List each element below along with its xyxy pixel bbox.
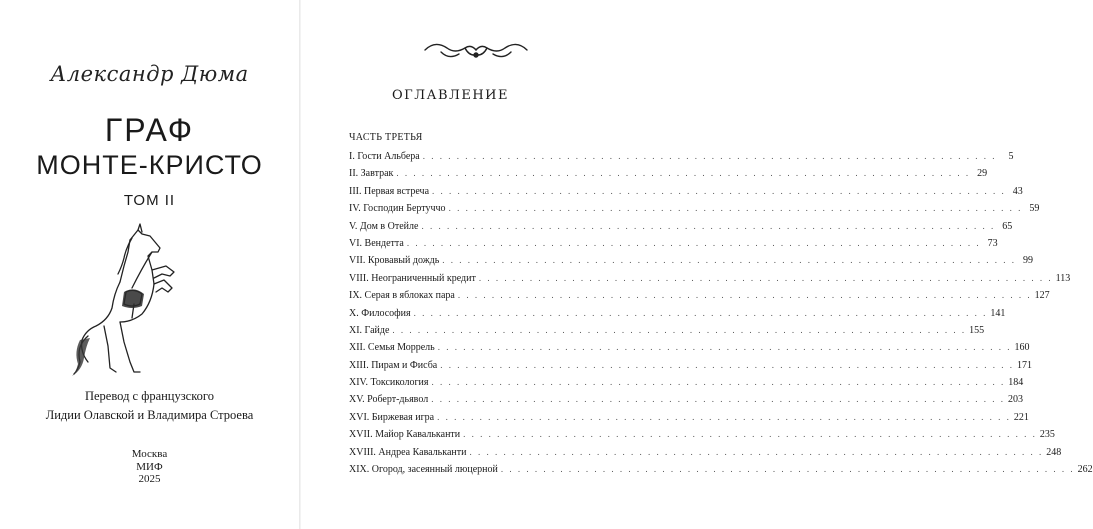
toc-entry-title: VII. Кровавый дождь [349,255,440,267]
toc-leader-dots [392,325,966,335]
toc-entry-title: IV. Господин Бертуччо [349,203,446,215]
toc-entry-title: III. Первая встреча [349,185,430,197]
toc-entry[interactable] [349,290,1050,307]
toc-entry-title: XVIII. Андреа Кавальканти [349,446,467,458]
toc-leader-dots [440,360,1014,370]
toc-entry-page: 127 [1034,290,1050,302]
table-of-contents [349,151,1093,481]
toc-leader-dots [463,429,1037,439]
toc-leader-dots [432,377,1006,387]
toc-entry-title: VIII. Неограниченный кредит [349,272,476,284]
author-name: Александр Дюма [50,62,249,86]
toc-entry[interactable] [349,185,1023,203]
toc-entry[interactable] [349,411,1029,429]
toc-entry[interactable] [349,359,1032,377]
toc-entry[interactable] [349,446,1062,464]
toc-entry-page: 73 [987,237,998,249]
toc-entry[interactable] [349,237,998,255]
translation-credit [0,387,299,425]
book-title-line1: ГРАФ [104,112,195,148]
toc-leader-dots [423,151,997,161]
toc-entry[interactable] [349,151,1014,168]
toc-entry[interactable] [349,394,1023,411]
toc-leader-dots [432,186,1006,196]
toc-entry[interactable] [349,255,1034,272]
publisher-name: МИФ [136,460,163,473]
toc-entry-page: 43 [1012,185,1023,197]
toc-entry-page: 141 [990,307,1006,319]
publication-year: 2025 [138,473,161,485]
publisher-city: Москва [131,448,168,460]
toc-entry-page: 248 [1046,446,1062,458]
volume-label: ТОМ II [123,192,176,209]
toc-entry-page: 262 [1077,464,1093,476]
toc-entry[interactable] [349,324,985,342]
part-title: ЧАСТЬ ТРЕТЬЯ [349,132,423,143]
toc-entry-title: I. Гости Альбера [349,151,420,162]
toc-entry-title: XVI. Биржевая игра [349,411,435,423]
toc-leader-dots [407,238,981,248]
toc-entry-page: 65 [1002,220,1013,232]
toc-entry-title: VI. Вендетта [349,237,404,249]
toc-leader-dots [431,394,1005,404]
toc-leader-dots [469,447,1043,457]
toc-entry-title: II. Завтрак [349,168,394,180]
flourish-ornament-icon [421,36,531,64]
toc-entry-page: 113 [1055,272,1071,284]
toc-leader-dots [438,342,1012,352]
toc-entry-title: XIV. Токсикология [349,377,429,389]
toc-leader-dots [396,168,970,178]
toc-entry-title: XI. Гайде [349,324,390,336]
toc-entry-title: XVII. Майор Кавальканти [349,429,461,441]
toc-leader-dots [421,221,995,231]
toc-entry[interactable] [349,429,1055,446]
toc-entry-page: 184 [1008,377,1024,389]
toc-entry-page: 171 [1017,359,1032,371]
toc-entry[interactable] [349,377,1024,394]
toc-leader-dots [449,203,1023,213]
toc-entry-page: 155 [969,324,985,336]
toc-entry[interactable] [349,272,1071,290]
toc-entry-page: 160 [1014,342,1030,354]
contents-heading: ОГЛАВЛЕНИЕ [391,88,509,103]
translation-line2: Лидии Олавской и Владимира Строева [45,408,254,422]
toc-entry-page: 203 [1007,394,1023,406]
toc-leader-dots [479,273,1053,283]
toc-entry-page: 235 [1039,429,1055,441]
title-page [0,0,299,529]
book-title-line2: МОНТЕ-КРИСТО [36,150,263,180]
toc-entry[interactable] [349,168,988,185]
toc-leader-dots [458,290,1032,300]
translation-line1: Перевод с французского [84,389,214,403]
toc-entry-page: 59 [1029,203,1040,215]
toc-entry-page: 99 [1023,255,1034,267]
toc-leader-dots [501,464,1075,474]
contents-page [301,0,1093,529]
toc-entry-page: 5 [1008,151,1014,162]
toc-entry-title: X. Философия [349,307,411,319]
toc-entry-title: XIII. Пирам и Фисба [349,359,438,371]
toc-entry-title: IX. Серая в яблоках пара [349,290,455,302]
toc-leader-dots [414,308,988,318]
toc-entry[interactable] [349,464,1093,481]
toc-entry-page: 221 [1013,411,1029,423]
toc-entry[interactable] [349,307,1006,325]
toc-entry[interactable] [349,220,1013,238]
toc-entry-title: XV. Роберт-дьявол [349,394,429,406]
toc-leader-dots [442,255,1016,265]
rearing-horse-icon [68,222,188,382]
toc-entry-title: XIX. Огород, засеянный люцерной [349,464,498,476]
toc-entry-page: 29 [977,168,988,180]
toc-entry-title: XII. Семья Моррель [349,342,435,354]
toc-leader-dots [437,412,1011,422]
toc-entry-title: V. Дом в Отейле [349,220,419,232]
publisher-block [0,448,299,486]
toc-entry[interactable] [349,342,1030,359]
toc-entry[interactable] [349,203,1040,220]
